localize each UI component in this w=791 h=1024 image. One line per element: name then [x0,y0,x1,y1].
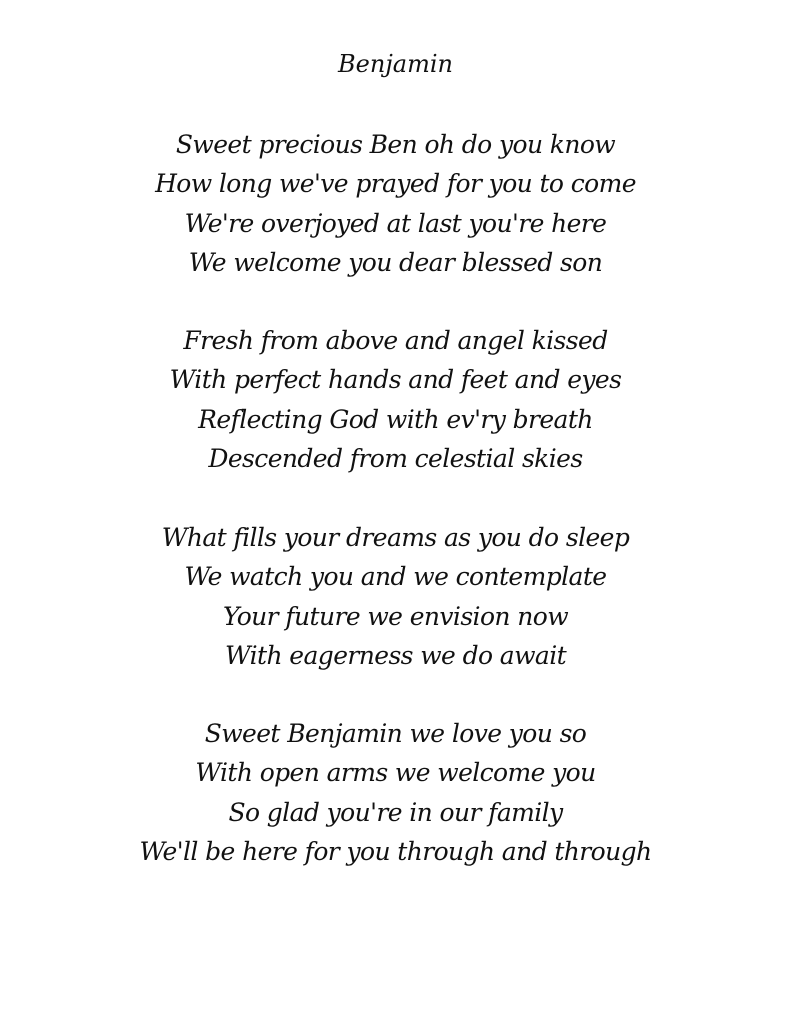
poem-stanza-1 [0,125,791,282]
poem-line: Sweet Benjamin we love you so [204,719,587,748]
poem-line: We'll be here for you through and through [139,836,652,866]
poem-line: Fresh from above and angel kissed [183,326,608,355]
poem-stanza-3 [0,518,791,675]
poem-line: We're overjoyed at last you're here [184,208,607,238]
poem-line: We welcome you dear blessed son [188,247,603,277]
poem-line: So glad you're in our family [228,797,563,827]
poem-line: What fills your dreams as you do sleep [161,523,630,552]
poem-line: With open arms we welcome you [195,758,596,788]
poem-stanza-4 [0,714,791,871]
poem-title: Benjamin [338,50,453,78]
poem-line: Reflecting God with ev'ry breath [198,404,593,434]
poem-line: With perfect hands and feet and eyes [169,365,622,395]
poem-line: How long we've prayed for you to come [155,169,636,199]
poem-line: We watch you and we contemplate [184,562,607,592]
poem-stanza-2 [0,321,791,478]
poem-line: Sweet precious Ben oh do you know [175,130,616,159]
poem-line: Your future we envision now [222,601,568,631]
poem-line: Descended from celestial skies [208,443,583,473]
poem-line: With eagerness we do await [224,640,567,670]
